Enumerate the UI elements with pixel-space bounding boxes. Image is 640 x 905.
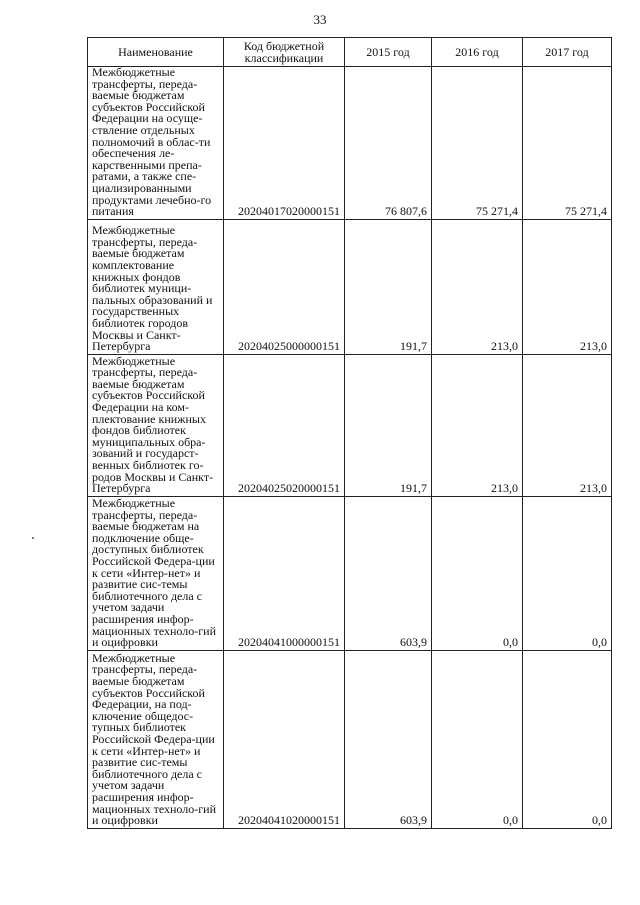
row-2017: 0,0: [523, 496, 612, 650]
row-2016: 0,0: [432, 650, 523, 828]
table-row: [88, 650, 612, 828]
row-name: Межбюджетные трансферты, переда-ваемые бюджетам субъектов Российской Федерации на осуще-ствление отдельных полномочий в облас-ти обеспечения ле-карственными препа-ратами, а также спе-циализированными продуктами лечебно-го питания: [88, 67, 224, 220]
row-2017: 213,0: [523, 219, 612, 354]
header-name: Наименование: [88, 38, 224, 67]
row-name: Межбюджетные трансферты, переда-ваемые бюджетам комплектование книжных фондов библиотек муници-пальных образований и государственных библиотек городов Москвы и Санкт-Петербурга: [88, 219, 224, 354]
row-code: 20204017020000151: [224, 67, 345, 220]
row-2016: 213,0: [432, 354, 523, 496]
row-code: 20204041020000151: [224, 650, 345, 828]
row-code: 20204025000000151: [224, 219, 345, 354]
row-name: Межбюджетные трансферты, переда-ваемые бюджетам субъектов Российской Федерации на ком-плектование книжных фондов библиотек муниципальных обра-зований и государст-венных библиотек го-родов Москвы и Санкт-Петербурга: [88, 354, 224, 496]
table-row: [88, 67, 612, 220]
row-2017: 75 271,4: [523, 67, 612, 220]
header-2016: 2016 год: [432, 38, 523, 67]
table-row: [88, 219, 612, 354]
row-2015: 603,9: [345, 650, 432, 828]
row-2015: 191,7: [345, 219, 432, 354]
header-2015: 2015 год: [345, 38, 432, 67]
row-code: 20204041000000151: [224, 496, 345, 650]
budget-table: [87, 37, 612, 829]
row-2017: 213,0: [523, 354, 612, 496]
header-code: Код бюджетной классификации: [224, 38, 345, 67]
row-2015: 76 807,6: [345, 67, 432, 220]
row-2016: 75 271,4: [432, 67, 523, 220]
row-2016: 213,0: [432, 219, 523, 354]
page-number: 33: [313, 12, 327, 27]
table-header-row: [88, 38, 612, 67]
row-2016: 0,0: [432, 496, 523, 650]
row-2015: 191,7: [345, 354, 432, 496]
table-row: [88, 354, 612, 496]
row-2015: 603,9: [345, 496, 432, 650]
header-2017: 2017 год: [523, 38, 612, 67]
row-name: Межбюджетные трансферты, переда-ваемые бюджетам на подключение обще-доступных библиотек Российской Федера-ции к сети «Интер-нет» и развитие сис-темы библиотечного дела с учетом задачи расширения инфор-мационных техноло-гий и оцифровки: [88, 496, 224, 650]
row-2017: 0,0: [523, 650, 612, 828]
table-row: [88, 496, 612, 650]
row-code: 20204025020000151: [224, 354, 345, 496]
scan-speck: [32, 537, 34, 539]
row-name: Межбюджетные трансферты, переда-ваемые бюджетам субъектов Российской Федерации, на под-ключение общедос-тупных библиотек Российской Федера-ции к сети «Интер-нет» и развитие сис-темы библиотечного дела с учетом задачи расширения инфор-мационных техноло-гий и оцифровки: [88, 650, 224, 828]
